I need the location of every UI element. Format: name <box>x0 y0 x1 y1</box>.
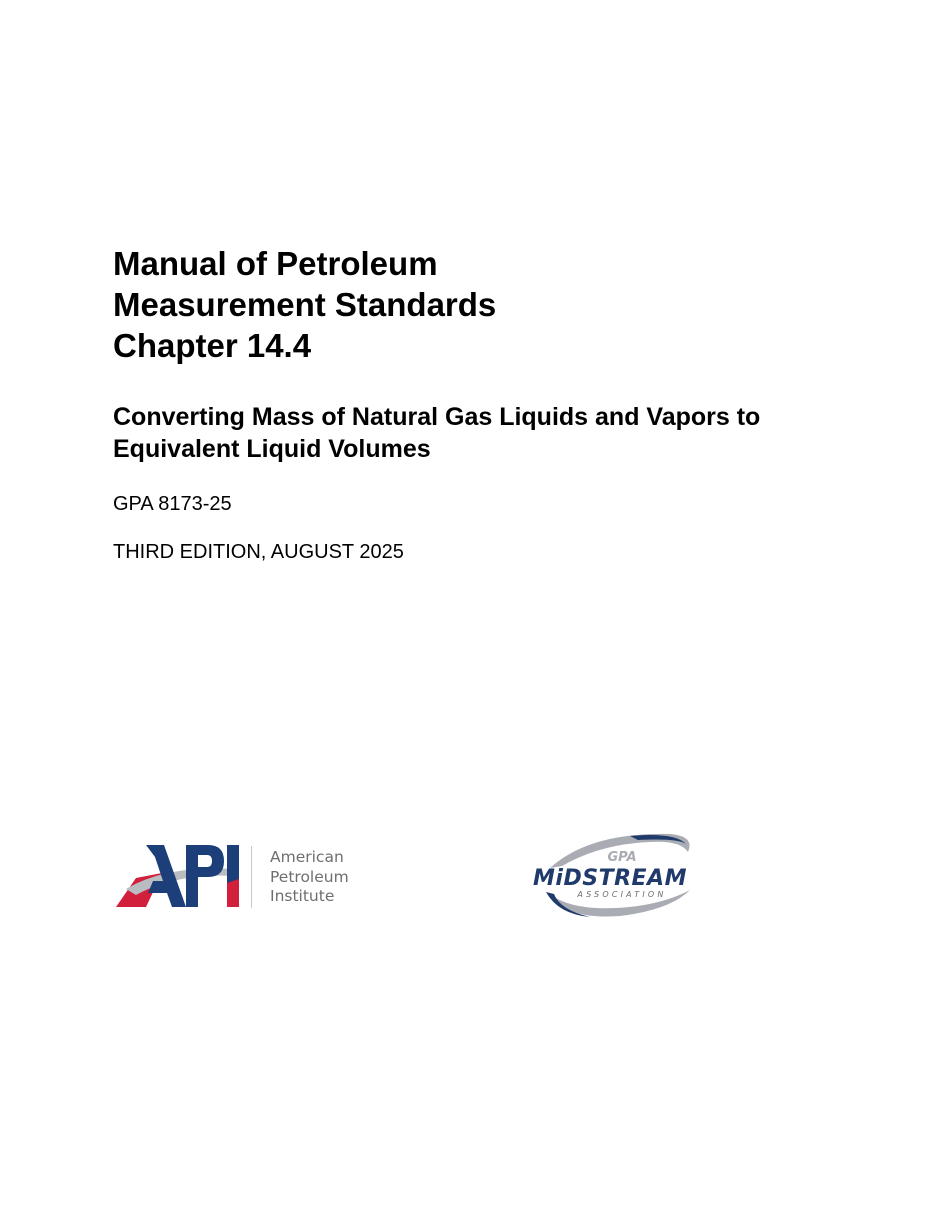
gpa-midstream-logo <box>510 830 715 925</box>
title-line-2: Measurement Standards <box>113 286 497 323</box>
title-line-3: Chapter 14.4 <box>113 327 312 364</box>
api-logo-name <box>270 848 349 907</box>
api-name-line-3: Institute <box>270 887 335 905</box>
gpa-bottom-text: ASSOCIATION <box>577 890 667 899</box>
gpa-logo-graphic <box>510 830 715 925</box>
subtitle-line-2: Equivalent Liquid Volumes <box>113 435 431 463</box>
api-logo <box>116 843 366 913</box>
document-title <box>113 243 873 366</box>
gpa-top-text: GPA <box>607 850 637 865</box>
subtitle-line-1: Converting Mass of Natural Gas Liquids and Vapors to <box>113 403 761 431</box>
api-letter-p <box>186 845 224 907</box>
title-line-1: Manual of Petroleum <box>113 245 438 282</box>
api-logo-mark <box>116 843 241 909</box>
document-number: GPA 8173-25 <box>113 493 232 515</box>
document-subtitle <box>113 401 893 465</box>
api-name-line-2: Petroleum <box>270 867 349 886</box>
gpa-main-text: MiDSTREAM <box>533 866 687 891</box>
edition-date: THIRD EDITION, AUGUST 2025 <box>113 541 404 563</box>
api-logo-divider <box>251 846 252 908</box>
api-name-line-1: American <box>270 848 344 866</box>
api-red-accent <box>227 879 239 907</box>
